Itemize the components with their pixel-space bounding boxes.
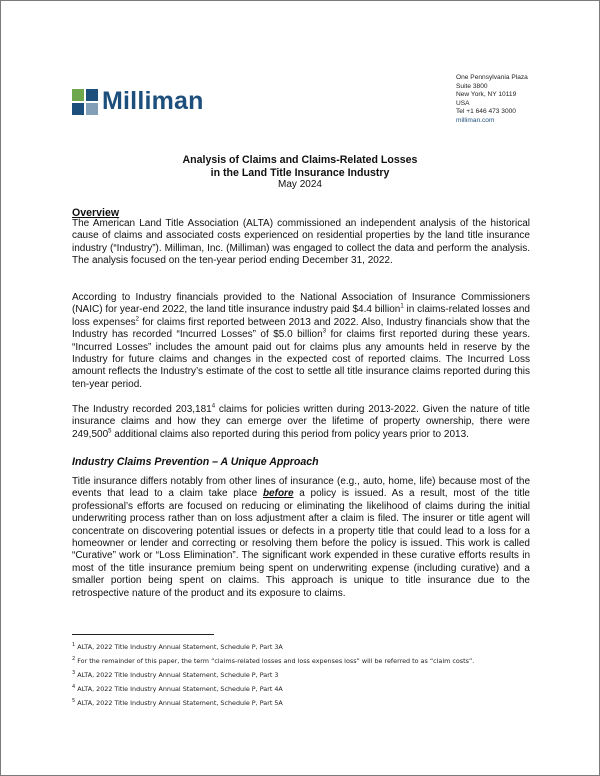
footnote-text: ALTA, 2022 Title Industry Annual Statement, Schedule P, Part 4A bbox=[77, 685, 283, 693]
footnote-5 bbox=[72, 699, 283, 707]
overview-paragraph-1: The American Land Title Association (ALTA) commissioned an independent analysis of the historical cause of claims and associated costs experienced on residential properties by the land title insurance industry (“Industry”). Milliman, Inc. (Milliman) was engaged to collect the data and perform the analysis. The analysis focused on the ten-year period ending December 31, 2022. bbox=[72, 218, 530, 267]
logo-wordmark: Milliman bbox=[102, 87, 204, 115]
footnote-ref[interactable]: 5 bbox=[108, 428, 112, 435]
address-line: Tel +1 646 473 3000 bbox=[456, 108, 516, 116]
address-line: One Pennsylvania Plaza bbox=[456, 74, 528, 81]
footnote-number: 1 bbox=[72, 641, 76, 648]
document-date: May 2024 bbox=[278, 179, 322, 191]
text-run: claims for policies written during 2013-2022. Given the nature of title insurance claims and how they can emerge over the lifetime of property ownership, there were 249,500 bbox=[72, 404, 530, 440]
footnote-2 bbox=[72, 657, 474, 665]
footnote-text: ALTA, 2022 Title Industry Annual Statement, Schedule P, Part 3 bbox=[77, 671, 279, 679]
footnote-number: 4 bbox=[72, 683, 76, 690]
footnote-ref[interactable]: 4 bbox=[211, 403, 216, 410]
footnote-number: 3 bbox=[72, 669, 76, 676]
prevention-heading: Industry Claims Prevention – A Unique Approach bbox=[72, 456, 319, 468]
milliman-logo-icon bbox=[72, 89, 98, 115]
footnote-ref[interactable]: 3 bbox=[322, 328, 327, 335]
footnote-ref[interactable]: 1 bbox=[400, 304, 404, 311]
office-address bbox=[456, 74, 528, 126]
text-run: a policy is issued. As a result, most of the title professional’s efforts are focused on reducing or eliminating the likelihood of claims during the initial underwriting process rather than on loss adjustment after a claim is filed. The insurer or title agent will concentrate on discovering potential issues or defects in a property title that could lead to a loss for a homeowner or lender and correcting or resolving them before the policy is issued. This work is called “Curative” work or “Loss Elimination”. The significant work expended in these curative efforts results in most of the title insurance premium being spent on underwriting expense (including curative) and a smaller portion being spent on claims. This approach is unique to title insurance due to the retrospective nature of the product and its exposure to claims. bbox=[72, 488, 530, 599]
address-line: New York, NY 10119 bbox=[456, 91, 517, 99]
footnote-number: 5 bbox=[72, 697, 76, 704]
footnote-text: ALTA, 2022 Title Industry Annual Statement, Schedule P, Part 3A bbox=[77, 643, 283, 651]
text-run: for claims first reported during these years. “Incurred Losses” includes the amount paid out for claims plus any amounts held in reserve by the Industry for future claims and changes in the expected cost of reported claims. The Incurred Loss amount reflects the Industry’s estimate of the cost to settle all title insurance claims reported during this ten-year period. bbox=[72, 329, 530, 390]
footnote-divider bbox=[72, 634, 214, 635]
overview-paragraph-3 bbox=[72, 404, 530, 441]
text-run: According to Industry financials provided to the National Association of Insurance Commissioners (NAIC) for year-end 2022, the land title insurance industry paid $4.4 billion bbox=[72, 292, 530, 316]
text-run: for claims first reported between 2013 and 2022. Also, Industry financials show that the Industry has recorded “Incurred Losses” of $5.0 billion bbox=[72, 316, 530, 341]
document-title bbox=[1, 154, 599, 191]
address-line: Suite 3800 bbox=[456, 82, 488, 90]
title-line-1: Analysis of Claims and Claims-Related Losses bbox=[182, 154, 418, 166]
prevention-paragraph bbox=[72, 476, 530, 600]
title-line-2: in the Land Title Insurance Industry bbox=[210, 166, 390, 179]
address-line: USA bbox=[456, 99, 470, 107]
text-run: Title insurance differs notably from other lines of insurance (e.g., auto, home, life) because most of the events that lead to a claim take place bbox=[72, 476, 530, 500]
text-run: additional claims also reported during this period from policy years prior to 2013. bbox=[111, 428, 469, 440]
overview-paragraph-2 bbox=[72, 292, 530, 391]
footnote-ref[interactable]: 2 bbox=[135, 316, 140, 323]
emphasis-before: before bbox=[262, 488, 294, 500]
footnote-number: 2 bbox=[72, 655, 76, 662]
footnote-3 bbox=[72, 671, 278, 679]
text-run: The Industry recorded 203,181 bbox=[72, 404, 212, 415]
milliman-logo bbox=[72, 87, 204, 116]
overview-heading: Overview bbox=[72, 207, 120, 219]
footnote-4 bbox=[72, 685, 283, 693]
website-link[interactable]: milliman.com bbox=[456, 116, 495, 124]
footnote-text: For the remainder of this paper, the term “claims-related losses and loss expenses loss” will be referred to as “claim costs”. bbox=[77, 657, 475, 665]
footnote-text: ALTA, 2022 Title Industry Annual Statement, Schedule P, Part 5A bbox=[77, 699, 283, 707]
text-run: in claims-related losses and loss expenses bbox=[72, 304, 530, 328]
footnote-1 bbox=[72, 643, 283, 651]
